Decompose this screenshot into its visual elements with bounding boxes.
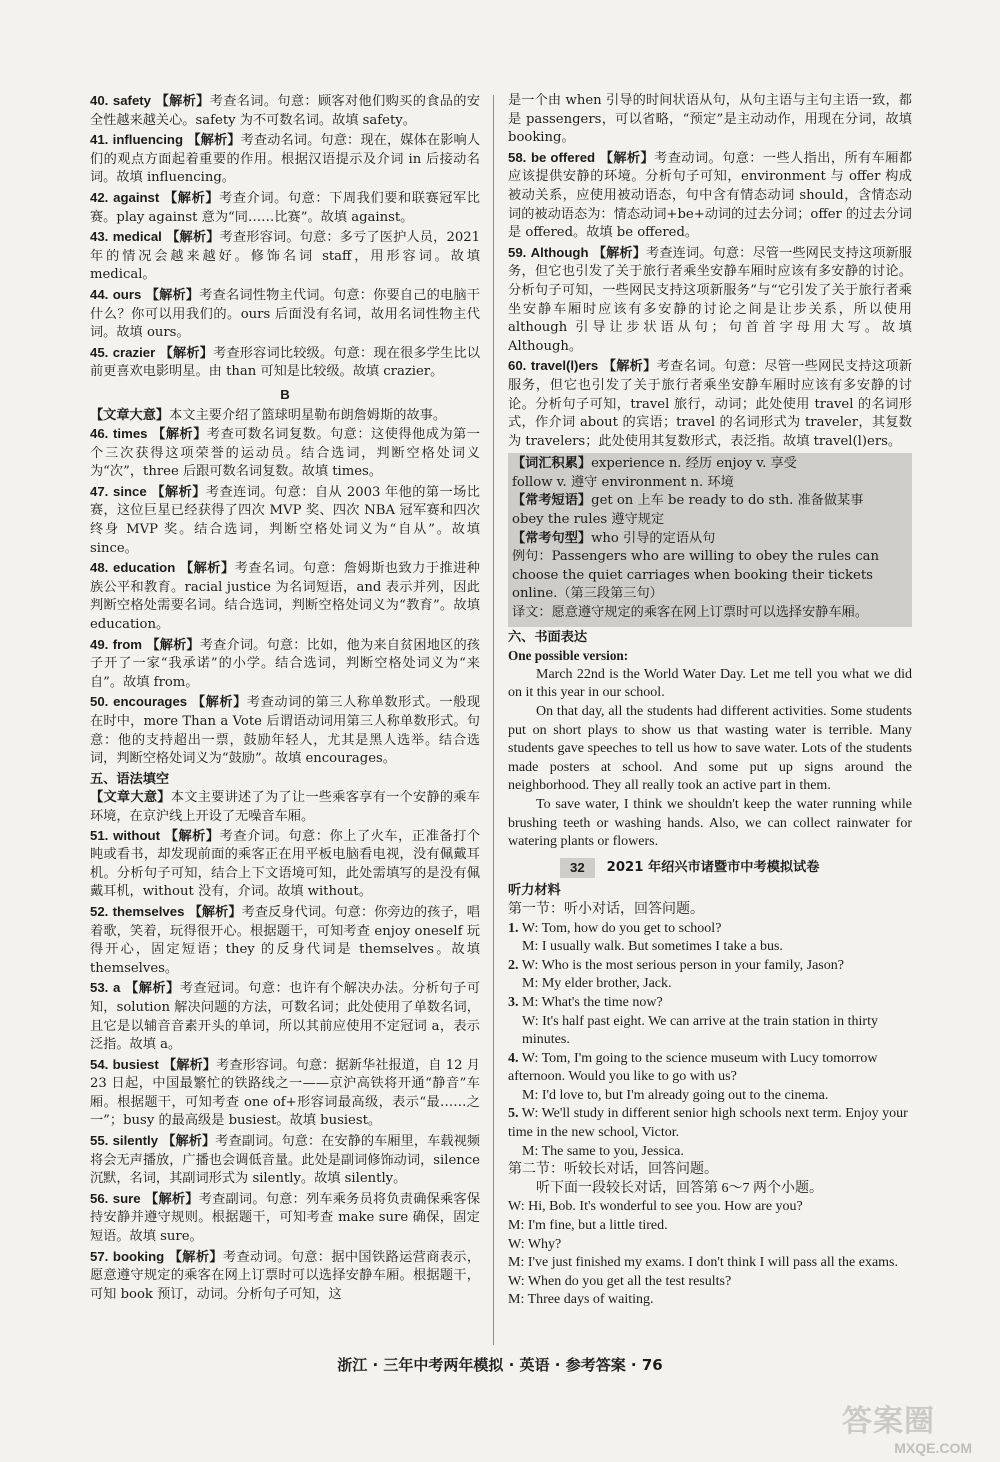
dialogue-line <box>508 920 912 939</box>
long-dialogue-line: W: Hi, Bob. It's wonderful to see you. How are you? <box>508 1199 803 1215</box>
answer-tag: 【解析】 <box>188 904 242 920</box>
listening-material <box>508 901 912 1310</box>
answer-ans: booking <box>112 1248 165 1264</box>
dialogue-line: M: The same to you, Jessica. <box>522 1143 684 1159</box>
answer-body: 考查介词。句意：比如，他为来自贫困地区的孩子开了一家“我承诺”的小学。结合选词，判断空格处词义为“来自”。故填 from。 <box>90 637 480 690</box>
answer-entry <box>90 92 480 130</box>
answer-num: 42. <box>90 189 109 205</box>
section-6-title: 六、书面表达 <box>508 629 588 645</box>
essay-paragraph: To save water, I think we shouldn't keep the water running while brushing teeth or washing hands. Also, we can collect rainwater for watering plants or flowers. <box>508 796 912 850</box>
answer-body: 考查可数名词复数。句意：这使得他成为第一个三次获得这项荣誉的运动员。结合选词，判断空格处词义为“次”，three 后跟可数名词复数。故填 times。 <box>90 427 480 480</box>
dialogue-line: M: I usually walk. But sometimes I take a bus. <box>522 939 783 955</box>
answer-ans: busiest <box>112 1056 159 1072</box>
answer-tag: 【解析】 <box>145 1191 199 1207</box>
answer-num: 44. <box>90 286 109 302</box>
answer-tag: 【解析】 <box>592 245 647 261</box>
answers-58-60 <box>508 149 912 452</box>
exam-banner <box>508 858 912 879</box>
answer-body: 考查名词。句意：尽管一些网民支持这项新服务，但它也引发了关于旅行者乘坐安静车厢时应该有多安静的讨论。分析句子可知，travel 旅行，动词；此处使用 travel 的名词形式，作介词 about 的宾语；travel 的名词形式为 traveler，其复数为 travelers；此处使用其复数形式，表泛指。故填 travel(l)ers。 <box>508 359 913 449</box>
essay-paragraph: March 22nd is the World Water Day. Let me tell you what we did on it this year in our school. <box>508 666 912 701</box>
page-footer: 浙江 · 三年中考两年模拟 · 英语 · 参考答案 · 76 <box>337 1356 663 1374</box>
answers-40-45 <box>90 92 480 382</box>
answer-ans: silently <box>112 1133 159 1149</box>
answer-body: 考查动名词。句意：现在，媒体在影响人们的观点方面起着重要的作用。根据汉语提示及介词 in 后接动名词。故填 influencing。 <box>90 133 481 186</box>
answer-body: 考查形容词比较级。句意：现在很多学生比以前更喜欢电影明星。由 than 可知是比较级。故填 crazier。 <box>90 345 481 380</box>
answer-body: 考查介词。句意：下周我们要和联赛冠军比赛。play against 意为“同……比赛”。故填 against。 <box>90 190 480 225</box>
answer-num: 43. <box>90 229 109 245</box>
answer-body: 考查冠词。句意：也许有个解决办法。分析句子可知，solution 解决问题的方法，可数名词；此处使用了单数名词，且它是以辅音音素开头的单词，所以其前应使用不定冠词 a，表示泛指。故填 a。 <box>90 981 481 1053</box>
answer-entry <box>90 189 480 227</box>
answer-num: 45. <box>90 344 109 360</box>
answer-ans: influencing <box>112 132 184 148</box>
right-column <box>508 92 912 1310</box>
answer-ans: from <box>112 636 143 652</box>
dialogue-text: W: Tom, I'm going to the science museum with Lucy tomorrow afternoon. Would you like to go with us? <box>508 1050 878 1085</box>
answer-num: 49. <box>90 636 109 652</box>
part1-title: 第一节：听小对话，回答问题。 <box>508 901 704 917</box>
answer-entry <box>508 149 912 243</box>
answer-body: 考查副词。句意：在安静的车厢里，车载视频将会无声播放，广播也会调低音量。此处是副词修饰动词，silence 沉默，名词，其副词形式为 silently。故填 silently。 <box>90 1134 480 1187</box>
answer-tag: 【解析】 <box>145 287 200 303</box>
listening-title: 听力材料 <box>508 883 561 899</box>
answer-ans: a <box>113 980 121 996</box>
long-dialogue-line: W: Why? <box>508 1236 562 1252</box>
answer-ans: Although <box>530 244 589 260</box>
answer-num: 52. <box>90 903 109 919</box>
dialogue-number: 2. <box>508 957 519 973</box>
answer-ans: themselves <box>112 903 185 919</box>
section-b-letter: B <box>280 386 290 402</box>
answer-num: 58. <box>508 149 527 165</box>
answer-tag: 【解析】 <box>146 637 200 653</box>
dialogue-line: M: I'd love to, but I'm already going out to the cinema. <box>522 1087 829 1103</box>
long-dialogue-line: M: Three days of waiting. <box>508 1292 654 1308</box>
answer-entry <box>90 344 480 382</box>
dialogue-number: 3. <box>508 994 519 1010</box>
answer-ans: education <box>113 560 176 576</box>
answer-body: 考查反身代词。句意：你旁边的孩子，唱着歌，笑着，玩得很开心。根据题干，可知考查 enjoy oneself 玩得开心，固定短语；they 的反身代词是 themselves。故填 themselves。 <box>90 904 480 976</box>
answer-tag: 【解析】 <box>166 230 220 246</box>
answer-tag: 【解析】 <box>163 1057 217 1073</box>
answer-entry <box>90 1190 480 1247</box>
answer-tag: 【解析】 <box>602 359 657 375</box>
watermark-site: MXQE.COM <box>894 1440 972 1456</box>
answer-tag: 【解析】 <box>125 981 180 997</box>
dialogue-line <box>508 957 912 976</box>
answer-num: 53. <box>90 980 109 996</box>
continuation-57: 是一个由 when 引导的时间状语从句，从句主语与主句主语一致，都是 passengers，可以省略，“预定”是主动动作，用现在分词，故填 booking。 <box>508 93 912 146</box>
answer-ans: times <box>113 426 148 442</box>
answer-tag: 【解析】 <box>191 695 247 711</box>
answer-ans: safety <box>112 93 152 108</box>
answer-ans: without <box>113 827 160 843</box>
answer-num: 41. <box>90 132 109 148</box>
section-5-title: 五、语法填空 <box>90 771 170 787</box>
long-dialogue-line: M: I've just finished my exams. I don't think I will pass all the exams. <box>508 1255 898 1271</box>
answer-tag: 【解析】 <box>155 94 210 109</box>
answer-tag: 【解析】 <box>179 561 235 577</box>
dialogue-line <box>508 1050 912 1087</box>
answer-entry <box>90 425 480 482</box>
answer-body: 考查名词。句意：詹姆斯也致力于推进种族公平和教育。racial justice 为名词短语，and 表示并列，因此判断空格处需要名词。结合选词，判断空格处词义为“教育”。故填 education。 <box>90 561 480 633</box>
long-dialogue-line: W: When do you get all the test results? <box>508 1273 732 1289</box>
part2-intro: 听下面一段较长对话，回答第 6～7 两个小题。 <box>536 1180 823 1196</box>
summary-5: 【文章大意】本文主要讲述了为了让一些乘客享有一个安静的乘车环境，在京沪线上开设了无噪音车厢。 <box>90 790 481 824</box>
answer-tag: 【解析】 <box>151 484 206 500</box>
answer-ans: against <box>113 189 160 205</box>
answer-entry <box>90 903 480 978</box>
summary-b: 【文章大意】本文主要介绍了篮球明星勒布朗詹姆斯的故事。 <box>90 407 447 423</box>
exam-title: 2021 年绍兴市诸暨市中考模拟试卷 <box>606 859 820 875</box>
dialogue-text: W: Who is the most serious person in your family, Jason? <box>521 957 844 973</box>
answer-body: 考查动词。句意：据中国铁路运营商表示，愿意遵守规定的乘客在网上订票时可以选择安静车厢。根据题干，可知 book 预订，动词。分析句子可知，这 <box>90 1249 481 1302</box>
answer-num: 57. <box>90 1248 109 1264</box>
answer-entry <box>90 1056 480 1131</box>
answer-entry <box>508 244 912 357</box>
dialogue-line: M: My elder brother, Jack. <box>522 976 672 992</box>
answer-num: 50. <box>90 694 109 710</box>
watermark-faint <box>285 650 309 749</box>
answer-num: 46. <box>90 426 109 442</box>
answer-ans: crazier <box>112 344 156 360</box>
answer-num: 47. <box>90 483 109 499</box>
long-dialogue-line: M: I'm fine, but a little tired. <box>508 1218 668 1234</box>
answer-num: 60. <box>508 358 527 374</box>
answer-tag: 【解析】 <box>162 1134 216 1150</box>
dialogue-line: W: It's half past eight. We can arrive at the train station in thirty minutes. <box>522 1013 878 1048</box>
watermark-logo-text: 答案圈 <box>842 1404 935 1439</box>
answer-num: 59. <box>508 244 527 260</box>
answer-num: 54. <box>90 1056 109 1072</box>
answer-tag: 【解析】 <box>152 427 207 443</box>
dialogue-line <box>508 1105 912 1142</box>
answer-body: 考查形容词。句意：多亏了医护人员，2021 年的情况会越来越好。修饰名词 staff，用形容词。故填 medical。 <box>90 230 481 283</box>
answer-body: 考查副词。句意：列车乘务员将负责确保乘客保持安静并遵守规则。根据题干，可知考查 make sure 确保，固定短语。故填 sure。 <box>90 1191 481 1245</box>
exam-number-badge: 32 <box>560 858 595 879</box>
answer-ans: travel(l)ers <box>530 358 599 374</box>
dialogue-line <box>508 994 912 1013</box>
answer-num: 48. <box>90 560 109 576</box>
answers-51-57 <box>90 827 480 1305</box>
answer-body: 考查介词。句意：你上了火车，正准备打个盹或看书，却发现前面的乘客正在用平板电脑看电视，没有佩戴耳机。分析句子可知，结合上下文语境可知，此处需填写的是没有佩戴耳机，without 没有，介词。故填 without。 <box>90 828 481 900</box>
answer-tag: 【解析】 <box>599 150 655 166</box>
dialogue-number: 1. <box>508 920 519 936</box>
answer-body: 考查连词。句意：自从 2003 年他的第一场比赛，这位巨星已经获得了四次 MVP 奖、四次 NBA 冠军赛和四次终身 MVP 奖。结合选词，判断空格处词义为“自从”。故填 since。 <box>90 484 480 556</box>
dialogue-number: 5. <box>508 1106 519 1122</box>
answer-tag: 【解析】 <box>168 1249 223 1265</box>
answer-num: 56. <box>90 1190 109 1206</box>
answer-entry <box>90 559 480 634</box>
answer-ans: be offered <box>530 149 596 165</box>
long-dialogue <box>508 1198 912 1310</box>
answer-entry <box>90 1132 480 1189</box>
answer-entry <box>90 131 480 188</box>
dialogue-text: M: What's the time now? <box>522 994 663 1010</box>
dialogue-text: W: Tom, how do you get to school? <box>521 920 722 936</box>
short-dialogues <box>508 920 912 1162</box>
answer-ans: encourages <box>113 694 188 710</box>
essay-title: One possible version: <box>508 648 629 664</box>
vocab-box: 【词汇积累】experience n. 经历 enjoy v. 享受 follow v. 遵守 environment n. 环境 【常考短语】get on 上车 be ready to do sth. 准备做某事 obey the rules 遵守规定 【常考句型】who 引导的定语从句 例句：Passengers who are willing to obey the rules can choose the quiet carriages when booking their tickets online.（第三段第三句） 译文：愿意遵守规定的乘客在网上订票时可以选择安静车厢。 <box>508 453 912 626</box>
answer-tag: 【解析】 <box>164 828 220 844</box>
answer-entry <box>90 827 480 902</box>
column-divider <box>493 95 494 1345</box>
answer-body: 考查动词。句意：一些人指出，所有车厢都应该提供安静的环境。分析句子可知，environment 与 offer 构成被动关系，应使用被动语态，句中含有情态动词 should，含情态动词的被动语态为：情态动词+be+动词的过去分词；offer 的过去分词是 offered。故填 be offered。 <box>508 150 913 241</box>
answer-num: 51. <box>90 827 109 843</box>
answer-entry <box>90 228 480 285</box>
answer-tag: 【解析】 <box>187 133 241 149</box>
answer-ans: ours <box>112 286 142 302</box>
part2-title: 第二节：听较长对话，回答问题。 <box>508 1162 718 1178</box>
answer-num: 55. <box>90 1133 109 1149</box>
answer-body: 考查名词。句意：顾客对他们购买的食品的安全性越来越关心。safety 为不可数名词。故填 safety。 <box>90 94 481 128</box>
watermark-logo <box>842 1396 972 1454</box>
essay <box>508 666 912 852</box>
essay-paragraph: On that day, all the students had different activities. Some students put on short plays to show us that wasting water is terrible. Many students gave speeches to tell us how to save water. Lots of the students made posters at school. And some put up signs around the neighborhood. They all really took an active part in them. <box>508 704 912 794</box>
answer-body: 考查连词。句意：尽管一些网民支持这项新服务，但它也引发了关于旅行者乘坐安静车厢时应该有多安静的讨论。分析句子可知，一些网民支持这项新服务”与“它引发了关于旅行者乘坐安静车厢时应该有多安静的讨论之间是让步关系，所以使用 although 引导让步状语从句；句首首字母用大写。故填 Although。 <box>508 245 912 354</box>
answer-tag: 【解析】 <box>164 190 220 206</box>
answer-body: 考查名词性物主代词。句意：你要自己的电脑干什么？你可以用我们的。ours 后面没有名词，故用名词性物主代词。故填 ours。 <box>90 287 481 341</box>
answer-entry <box>508 357 912 451</box>
dialogue-number: 4. <box>508 1050 519 1066</box>
dialogue-text: W: We'll study in different senior high schools next term. Enjoy your time in the new school, Victor. <box>508 1106 908 1141</box>
answer-ans: medical <box>112 229 162 245</box>
answer-tag: 【解析】 <box>159 345 214 361</box>
answer-entry <box>90 1248 480 1305</box>
answer-body: 考查动词的第三人称单数形式。一般现在时中，more Than a Vote 后谓语动词用第三人称单数形式。句意：他的支持超出一票，鼓励年轻人，尤其是黑人选举。结合选词，判断空格处词义为“鼓励”。故填 encourages。 <box>90 695 481 767</box>
answer-body: 考查形容词。句意：据新华社报道，自 12 月 23 日起，中国最繁忙的铁路线之一——京沪高铁将开通“静音”车厢。根据题干，可知考查 one of+形容词最高级，表示“最……之一”；busy 的最高级是 busiest。故填 busiest。 <box>90 1057 480 1129</box>
answer-entry <box>90 286 480 343</box>
answer-ans: sure <box>112 1190 141 1206</box>
answer-num: 40. <box>90 93 109 108</box>
answer-entry <box>90 483 480 558</box>
answer-entry <box>90 979 480 1054</box>
answer-ans: since <box>112 483 147 499</box>
